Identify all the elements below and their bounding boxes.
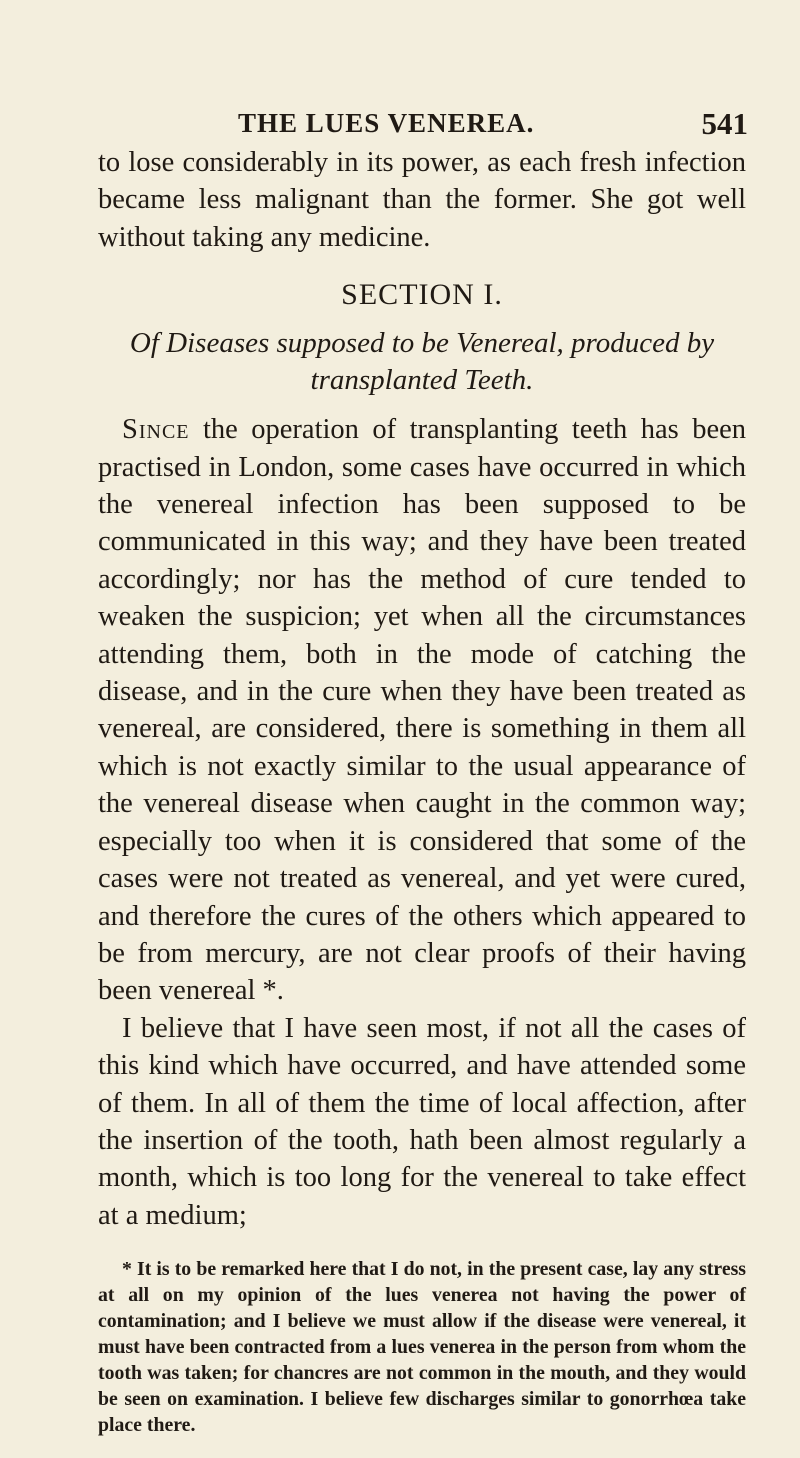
intro-paragraph: to lose considerably in its power, as each fresh infection became less malignant than the former. She got well without taking any medicine. xyxy=(98,147,746,253)
page-number: 541 xyxy=(701,106,748,141)
running-head xyxy=(98,108,748,144)
paragraph-lead-word: Since xyxy=(122,414,190,446)
footnote: * It is to be remarked here that I do not, in the present case, lay any stress at all on my opinion of the lues venerea not having the power of contamination; and I believe we must allow if the disease were venereal, it must have been contracted from a lues venerea in the person from whom the tooth was taken; for chancres are not common in the mouth, and they would be seen on examination. I believe few discharges similar to gonorrhœa take place there. xyxy=(98,1258,746,1437)
main-text xyxy=(98,144,746,1458)
section-subtitle: Of Diseases supposed to be Venereal, produced by transplanted Teeth. xyxy=(129,327,715,397)
paragraph-observations: I believe that I have seen most, if not all the cases of this kind which have occurred, and have attended some of them. In all of them the time of local affection, after the insertion of the tooth, hath been almost regularly a month, which is too long for the venereal to take effect at a medium; xyxy=(98,1012,746,1231)
section-heading: SECTION I. xyxy=(341,278,503,312)
running-title: THE LUES VENEREA. xyxy=(238,108,535,138)
paragraph-transplanting-text: the operation of transplanting teeth has been practised in London, some cases have occurred in which the venereal infection has been supposed to be communicated in this way; and they have been treated accordingly; nor has the method of cure tended to weaken the suspicion; yet when all the circumstances attending them, both in the mode of catching the disease, and in the cure when they have been treated as venereal, are considered, there is something in them all which is not exactly similar to the usual appearance of the venereal disease when caught in the common way; especially too when it is considered that some of the cases were not treated as venereal, and yet were cured, and therefore the cures of the others which appeared to be from mercury, are not clear proofs of their having been venereal *. xyxy=(98,414,746,1007)
paragraph-transplanting xyxy=(98,411,746,1010)
